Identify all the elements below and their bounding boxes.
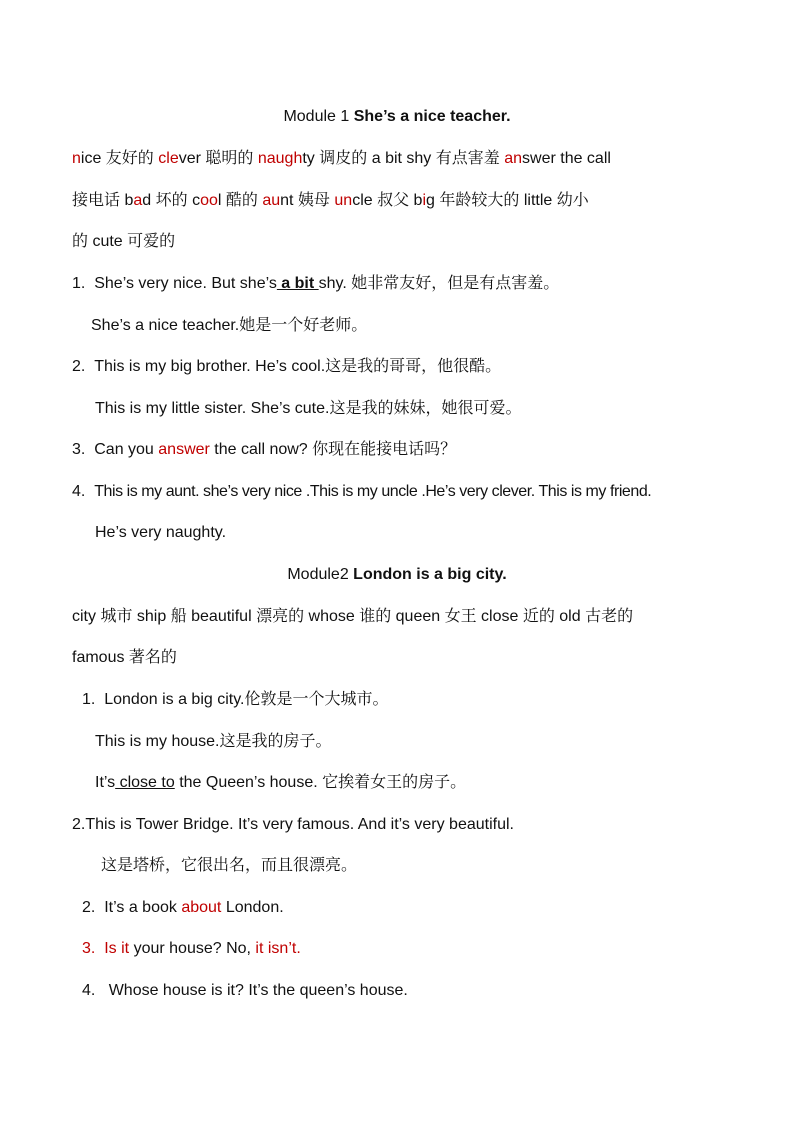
vocab-answer-highlight: an bbox=[504, 150, 523, 167]
sentence-number: 4. bbox=[72, 483, 86, 500]
sentence-text-rest: shy. 她非常友好，但是有点害羞。 bbox=[318, 275, 560, 292]
sentence-number: 2. bbox=[72, 358, 86, 375]
vocab-bad-cn: 坏的 bbox=[151, 192, 193, 209]
vocab-nice-highlight: n bbox=[72, 150, 81, 167]
vocab-big-cn: 年龄较大的 bbox=[434, 192, 524, 209]
sentence-underlined: a bit bbox=[276, 275, 319, 292]
module2-sentence-3 bbox=[82, 897, 732, 919]
vocab-abitshy-cn: 有点害羞 bbox=[431, 150, 505, 167]
module1-vocab-line-1 bbox=[72, 148, 732, 170]
sentence-highlight: answer bbox=[158, 441, 210, 458]
vocab-little-cn: 幼小 bbox=[552, 192, 589, 209]
vocab-clever-highlight: cle bbox=[158, 150, 179, 167]
sentence-number: 1. bbox=[72, 275, 86, 292]
module1-sentence-4 bbox=[72, 481, 732, 503]
vocab-uncle-cn: 叔父 bbox=[372, 192, 414, 209]
vocab-bad-c: d bbox=[142, 192, 152, 209]
vocab-cool-a: c bbox=[192, 192, 201, 209]
module1-vocab-line-2 bbox=[72, 190, 732, 212]
module1-sentence-2b: This is my little sister. She’s cute.这是我的妹妹，她很可爱。 bbox=[95, 400, 522, 417]
vocab-aunt-cn: 姨母 bbox=[293, 192, 335, 209]
sentence-highlight: Is it bbox=[104, 940, 130, 957]
sentence-highlight-answer: it isn’t. bbox=[255, 940, 301, 957]
vocab-uncle-rest: cle bbox=[352, 192, 373, 209]
sentence-text: your house? No, bbox=[129, 940, 256, 957]
sentence-text: It’s bbox=[95, 774, 116, 791]
sentence-text-rest: London. bbox=[221, 899, 284, 916]
sentence-underlined: close to bbox=[115, 774, 175, 791]
sentence-text: London is a big city.伦敦是一个大城市。 bbox=[104, 691, 389, 708]
vocab-big-c: g bbox=[426, 192, 435, 209]
module2-title bbox=[0, 564, 794, 586]
vocab-naughty-rest: ty bbox=[302, 150, 315, 167]
vocab-bad-a: b bbox=[124, 192, 134, 209]
sentence-text-rest: the call now? 你现在能接电话吗？ bbox=[209, 441, 457, 458]
sentence-text: This is my big brother. He’s cool.这是我的哥哥，他很酷。 bbox=[94, 358, 502, 375]
sentence-number: 4. bbox=[82, 982, 96, 999]
sentence-number: 3. bbox=[82, 940, 96, 957]
sentence-text: She’s very nice. But she’s bbox=[94, 275, 277, 292]
module1-sentence-1 bbox=[72, 273, 732, 295]
vocab-big-highlight: i bbox=[422, 192, 427, 209]
sentence-number: 3. bbox=[72, 441, 86, 458]
vocab-nice-cn: 友好的 bbox=[101, 150, 159, 167]
vocab-big-a: b bbox=[413, 192, 423, 209]
module2-sentence-4 bbox=[82, 938, 732, 960]
sentence-text: It’s a book bbox=[104, 899, 182, 916]
vocab-little: little bbox=[523, 192, 553, 209]
sentence-text: Can you bbox=[94, 441, 159, 458]
vocab-cool-cn: 酷的 bbox=[221, 192, 263, 209]
module1-sentence-3 bbox=[72, 439, 732, 461]
module2-title-bold: London is a big city. bbox=[353, 566, 507, 583]
module2-sentence-5 bbox=[82, 980, 732, 1002]
sentence-highlight: about bbox=[181, 899, 222, 916]
module1-title bbox=[0, 106, 794, 128]
vocab-aunt-rest: nt bbox=[280, 192, 294, 209]
module1-sentence-4b: He’s very naughty. bbox=[95, 524, 227, 541]
module2-sentence-1c bbox=[95, 772, 735, 794]
sentence-text: Whose house is it? It’s the queen’s house. bbox=[108, 982, 408, 999]
vocab-answer-rest: swer the call bbox=[522, 150, 611, 167]
vocab-naughty-highlight: naugh bbox=[257, 150, 303, 167]
module2-sentence-2b: 这是塔桥，它很出名，而且很漂亮。 bbox=[101, 857, 358, 874]
vocab-abitshy: a bit shy bbox=[371, 150, 432, 167]
vocab-nice-rest: ice bbox=[80, 150, 102, 167]
module1-title-bold: She’s a nice teacher. bbox=[353, 108, 511, 125]
module2-vocab-line-2: famous 著名的 bbox=[72, 649, 177, 666]
vocab-answer-cn: 接电话 bbox=[72, 192, 125, 209]
sentence-number: 1. bbox=[82, 691, 96, 708]
module1-title-label: Module 1 bbox=[283, 108, 354, 125]
vocab-naughty-cn: 调皮的 bbox=[314, 150, 372, 167]
module2-sentence-1b: This is my house.这是我的房子。 bbox=[95, 733, 332, 750]
sentence-number: 2. bbox=[82, 899, 96, 916]
module1-sentence-1b: She’s a nice teacher.她是一个好老师。 bbox=[91, 317, 368, 334]
vocab-clever-rest: ver bbox=[178, 150, 201, 167]
vocab-uncle-highlight: un bbox=[334, 192, 353, 209]
vocab-cool-c: l bbox=[217, 192, 222, 209]
module2-title-label: Module2 bbox=[287, 566, 354, 583]
module2-sentence-2: 2.This is Tower Bridge. It’s very famous. And it’s very beautiful. bbox=[72, 816, 514, 833]
module1-vocab-line-3: 的 cute 可爱的 bbox=[72, 233, 176, 250]
module2-vocab-line-1: city 城市 ship 船 beautiful 漂亮的 whose 谁的 queen 女王 close 近的 old 古老的 bbox=[72, 608, 634, 625]
module2-sentence-1 bbox=[82, 689, 732, 711]
vocab-cool-highlight: oo bbox=[200, 192, 218, 209]
sentence-text-rest: the Queen’s house. 它挨着女王的房子。 bbox=[174, 774, 467, 791]
vocab-bad-highlight: a bbox=[133, 192, 143, 209]
sentence-text: This is my aunt. she’s very nice .This is my uncle .He’s very clever. This is my friend. bbox=[94, 483, 652, 500]
vocab-clever-cn: 聪明的 bbox=[200, 150, 258, 167]
module1-sentence-2 bbox=[72, 356, 732, 378]
vocab-aunt-highlight: au bbox=[262, 192, 281, 209]
